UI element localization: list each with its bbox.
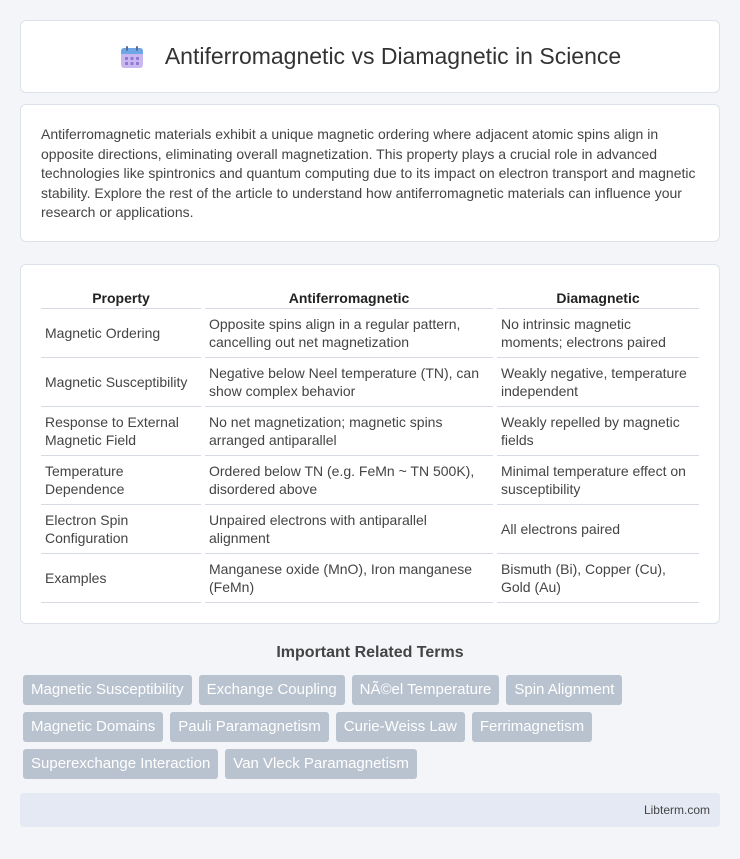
related-terms-list bbox=[20, 675, 720, 779]
tag-magnetic-domains[interactable]: Magnetic Domains bbox=[23, 712, 163, 742]
tag-pauli-paramagnetism[interactable]: Pauli Paramagnetism bbox=[170, 712, 329, 742]
header-antiferromagnetic: Antiferromagnetic bbox=[205, 287, 493, 309]
cell-antiferromagnetic: No net magnetization; magnetic spins arranged antiparallel bbox=[205, 407, 493, 456]
cell-diamagnetic: Weakly negative, temperature independent bbox=[497, 358, 699, 407]
table-row bbox=[41, 358, 699, 407]
cell-property: Magnetic Ordering bbox=[41, 309, 201, 358]
footer-brand[interactable]: Libterm.com bbox=[643, 803, 710, 817]
cell-diamagnetic: Minimal temperature effect on susceptibility bbox=[497, 456, 699, 505]
table-row bbox=[41, 554, 699, 603]
tag-neel-temperature[interactable]: NÃ©el Temperature bbox=[352, 675, 500, 705]
cell-antiferromagnetic: Opposite spins align in a regular pattern, cancelling out net magnetization bbox=[205, 309, 493, 358]
cell-property: Electron Spin Configuration bbox=[41, 505, 201, 554]
table-row bbox=[41, 309, 699, 358]
table-header-row bbox=[41, 287, 699, 309]
title-card bbox=[20, 20, 720, 93]
page-title: Antiferromagnetic vs Diamagnetic in Science bbox=[164, 43, 622, 69]
cell-diamagnetic: Bismuth (Bi), Copper (Cu), Gold (Au) bbox=[497, 554, 699, 603]
cell-antiferromagnetic: Unpaired electrons with antiparallel alignment bbox=[205, 505, 493, 554]
tag-exchange-coupling[interactable]: Exchange Coupling bbox=[199, 675, 345, 705]
tag-ferrimagnetism[interactable]: Ferrimagnetism bbox=[472, 712, 592, 742]
comparison-table bbox=[37, 287, 703, 603]
tag-magnetic-susceptibility[interactable]: Magnetic Susceptibility bbox=[23, 675, 192, 705]
tag-van-vleck-paramagnetism[interactable]: Van Vleck Paramagnetism bbox=[225, 749, 417, 779]
related-terms-title: Important Related Terms bbox=[276, 644, 464, 661]
footer bbox=[20, 793, 720, 827]
cell-diamagnetic: Weakly repelled by magnetic fields bbox=[497, 407, 699, 456]
tag-curie-weiss-law[interactable]: Curie-Weiss Law bbox=[336, 712, 465, 742]
table-row bbox=[41, 407, 699, 456]
cell-diamagnetic: No intrinsic magnetic moments; electrons paired bbox=[497, 309, 699, 358]
calendar-icon bbox=[119, 44, 145, 70]
cell-antiferromagnetic: Ordered below TN (e.g. FeMn ~ TN 500K), disordered above bbox=[205, 456, 493, 505]
table-row bbox=[41, 456, 699, 505]
cell-property: Magnetic Susceptibility bbox=[41, 358, 201, 407]
intro-card bbox=[20, 104, 720, 242]
intro-text: Antiferromagnetic materials exhibit a unique magnetic ordering where adjacent atomic spins align in opposite directions, eliminating overall magnetization. This property plays a crucial role in advanced technologies like spintronics and quantum computing due to its impact on electron transport and magnetic stability. Explore the rest of the article to understand how antiferromagnetic materials can influence your research or applications. bbox=[41, 126, 696, 221]
table-row bbox=[41, 505, 699, 554]
cell-property: Examples bbox=[41, 554, 201, 603]
header-property: Property bbox=[41, 287, 201, 309]
tag-superexchange-interaction[interactable]: Superexchange Interaction bbox=[23, 749, 218, 779]
cell-antiferromagnetic: Negative below Neel temperature (TN), can show complex behavior bbox=[205, 358, 493, 407]
cell-property: Response to External Magnetic Field bbox=[41, 407, 201, 456]
cell-antiferromagnetic: Manganese oxide (MnO), Iron manganese (FeMn) bbox=[205, 554, 493, 603]
cell-property: Temperature Dependence bbox=[41, 456, 201, 505]
cell-diamagnetic: All electrons paired bbox=[497, 505, 699, 554]
comparison-card bbox=[20, 264, 720, 624]
header-diamagnetic: Diamagnetic bbox=[497, 287, 699, 309]
tag-spin-alignment[interactable]: Spin Alignment bbox=[506, 675, 622, 705]
